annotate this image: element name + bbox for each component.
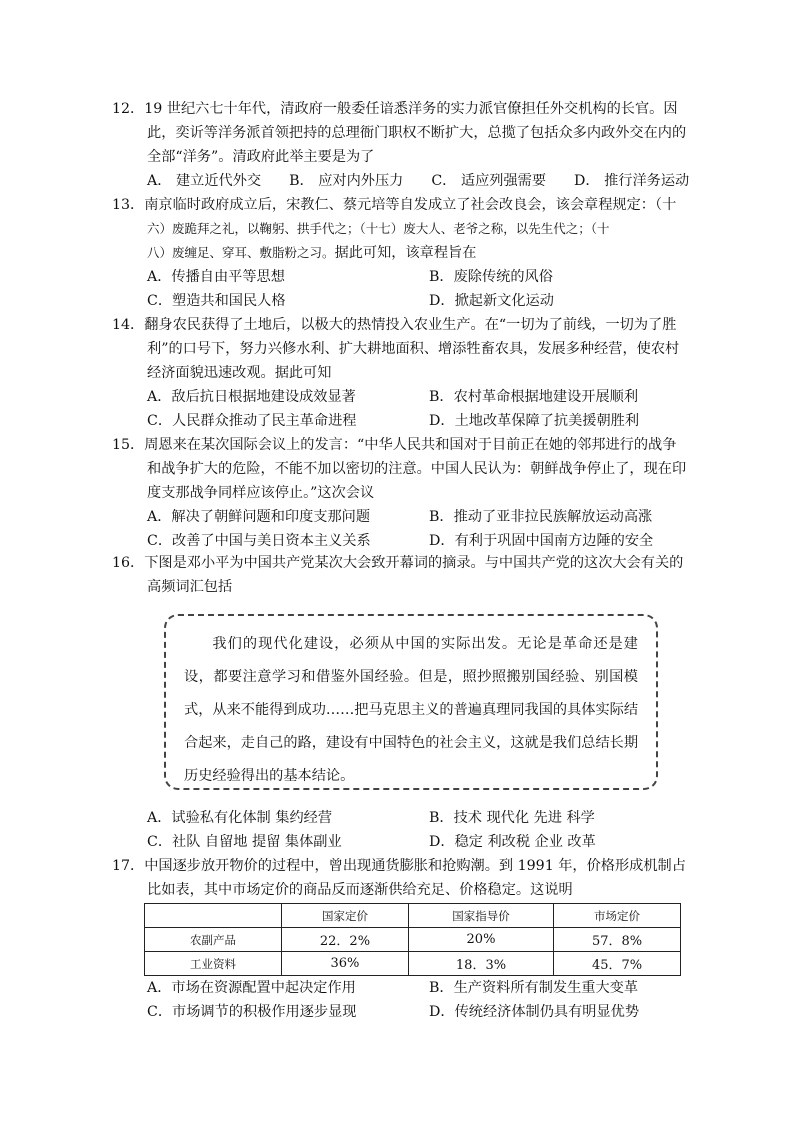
option-a[interactable]: A．敌后抗日根据地建设成效显著 (147, 389, 356, 405)
quote-box (164, 614, 658, 790)
table-cell: 20% (408, 928, 553, 952)
option-d[interactable]: D．传统经济体制仍具有明显优势 (429, 1004, 640, 1020)
table-cell: 57．8% (554, 928, 681, 952)
question-17-line-2: 比如表，其中市场定价的商品反而逐渐供给充足、价格稳定。这说明 (147, 882, 573, 898)
question-15-line-3: 度支那战争同样应该停止。”这次会议 (147, 485, 375, 501)
question-16-options-block (112, 806, 688, 854)
question-17-options (112, 976, 688, 1024)
question-12-line-3: 全部“洋务”。清政府此举主要是为了 (147, 149, 375, 165)
table-header-cell: 国家定价 (282, 904, 409, 928)
option-d[interactable]: D．有利于巩固中国南方边陲的安全 (429, 533, 654, 549)
question-14-line-1: 14．翻身农民获得了土地后，以极大的热情投入农业生产。在“一切为了前线，一切为了胜 (112, 317, 677, 333)
price-table (144, 903, 681, 976)
option-d[interactable]: D． 推行洋务运动 (574, 173, 690, 189)
table-row (145, 952, 681, 976)
question-15-line-2: 和战争扩大的危险，不能不加以密切的注意。中国人民认为：朝鲜战争停止了，现在印 (147, 461, 687, 477)
option-a[interactable]: A． 建立近代外交 (147, 173, 262, 189)
option-b[interactable]: B．技术 现代化 先进 科学 (429, 810, 595, 826)
option-b[interactable]: B．农村革命根据地建设开展顺利 (429, 389, 639, 405)
option-c[interactable]: C．塑造共和国民人格 (147, 293, 286, 309)
question-16-line-2: 高频词汇包括 (147, 579, 233, 595)
question-12-line-1: 12．19 世纪六七十年代，清政府一般委任谙悉洋务的实力派官僚担任外交机构的长官。因 (112, 101, 678, 117)
table-cell: 36% (282, 952, 409, 976)
table-header-cell (145, 904, 282, 928)
table-row (145, 928, 681, 952)
option-c[interactable]: C．人民群众推动了民主革命进程 (147, 413, 357, 429)
question-16-options (112, 806, 688, 854)
question-13-options (112, 265, 688, 313)
option-c[interactable]: C．改善了中国与美日资本主义关系 (147, 533, 371, 549)
question-12-line-2: 此，奕䜣等洋务派首领把持的总理衙门职权不断扩大，总揽了包括众多内政外交在内的 (147, 125, 687, 141)
question-15-line-1: 15．周恩来在某次国际会议上的发言：“中华人民共和国对于目前正在她的邻邦进行的战争 (112, 437, 677, 453)
table-cell: 18．3% (408, 952, 553, 976)
option-a[interactable]: A．市场在资源配置中起决定作用 (147, 980, 356, 996)
question-12-options (112, 169, 688, 193)
table-header-row (145, 904, 681, 928)
question-14-line-2: 利”的口号下，努力兴修水利、扩大耕地面积、增添牲畜农具，发展多种经营，使农村 (147, 341, 680, 357)
table-header-cell: 市场定价 (554, 904, 681, 928)
question-14 (112, 313, 688, 433)
question-12 (112, 97, 688, 193)
question-14-line-3: 经济面貌迅速改观。据此可知 (147, 365, 332, 381)
option-b[interactable]: B．推动了亚非拉民族解放运动高涨 (429, 509, 653, 525)
option-a[interactable]: A．试验私有化体制 集约经营 (147, 810, 333, 826)
question-13 (112, 193, 688, 313)
option-c[interactable]: C． 适应列强需要 (431, 173, 547, 189)
question-17 (112, 854, 688, 902)
option-b[interactable]: B．生产资料所有制发生重大变革 (429, 980, 639, 996)
option-d[interactable]: D．掀起新文化运动 (429, 293, 554, 309)
question-13-stem-end: 据此可知，该章程旨在 (334, 245, 477, 261)
question-16 (112, 551, 688, 599)
quote-text: 我们的现代化建设，必须从中国的实际出发。无论是革命还是建设，都要注意学习和借鉴外国经验。但是，照抄照搬别国经验、别国模式，从来不能得到成功……把马克思主义的普遍真理同我国的具体实际结合起来，走自己的路，建设有中国特色的社会主义，这就是我们总结长期历史经验得出的基本结论。 (184, 636, 639, 784)
question-16-line-1: 16．下图是邓小平为中国共产党某次大会致开幕词的摘录。与中国共产党的这次大会有关的 (112, 555, 684, 571)
question-15 (112, 433, 688, 553)
table-cell: 22．2% (282, 928, 409, 952)
option-a[interactable]: A．传播自由平等思想 (147, 269, 285, 285)
option-d[interactable]: D．土地改革保障了抗美援朝胜利 (429, 413, 640, 429)
question-13-line-3 (112, 241, 688, 265)
table-row-label: 农副产品 (145, 928, 282, 952)
question-15-options (112, 505, 688, 553)
option-b[interactable]: B．废除传统的风俗 (429, 269, 553, 285)
option-b[interactable]: B． 应对内外压力 (289, 173, 404, 189)
table-header-cell: 国家指导价 (408, 904, 553, 928)
option-a[interactable]: A．解决了朝鲜问题和印度支那问题 (147, 509, 371, 525)
question-17-line-1: 17．中国逐步放开物价的过程中，曾出现通货膨胀和抢购潮。到 1991 年，价格形成机制占 (112, 858, 686, 874)
option-d[interactable]: D．稳定 利改税 企业 改革 (429, 834, 596, 850)
option-c[interactable]: C．市场调节的积极作用逐步显现 (147, 1004, 357, 1020)
table-row-label: 工业资料 (145, 952, 282, 976)
question-17-options-block (112, 976, 688, 1024)
question-13-line-2: 六）废跪拜之礼，以鞠躬、拱手代之；（十七）废大人、老爷之称，以先生代之；（十 (147, 221, 610, 236)
question-13-line-1: 13．南京临时政府成立后，宋教仁、蔡元培等自发成立了社会改良会，该会章程规定：（十 (112, 197, 677, 213)
question-13-quote-end: 八）废缠足、穿耳、敷脂粉之习。 (147, 245, 335, 260)
question-14-options (112, 385, 688, 433)
table-cell: 45．7% (554, 952, 681, 976)
option-c[interactable]: C．社队 自留地 提留 集体副业 (147, 834, 342, 850)
